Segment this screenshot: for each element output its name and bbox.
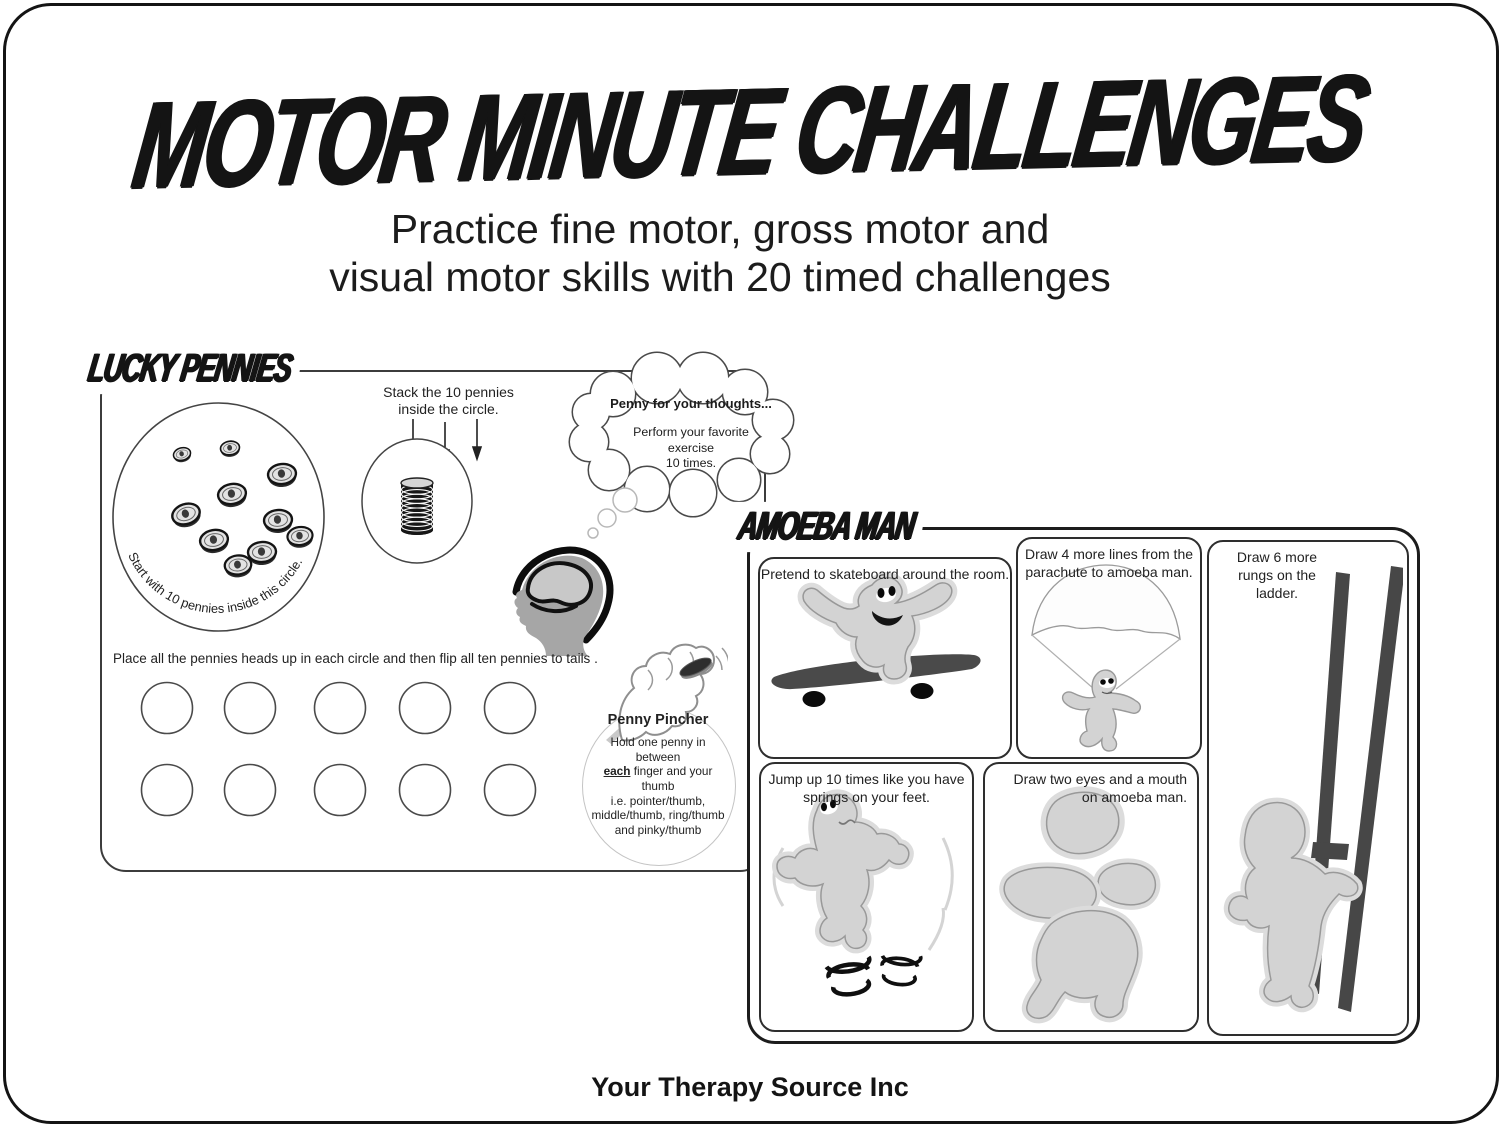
pincher-line-5: and pinky/thumb <box>614 822 702 837</box>
panel-skateboard <box>758 557 1012 759</box>
pincher-line-3: i.e. pointer/thumb, <box>610 793 706 808</box>
spring-left <box>826 957 874 997</box>
face-caption-2: on amoeba man. <box>1081 788 1187 805</box>
pennies-pile-illustration <box>112 402 325 632</box>
lucky-pennies-section-title: LUCKY PENNIES <box>76 344 304 394</box>
subtitle-line-2: visual motor skills with 20 timed challenges <box>329 253 1111 300</box>
thought-bubble-body-1: Perform your favorite exercise <box>633 425 749 455</box>
amoeba-ladder-illustration <box>1209 542 1403 1030</box>
thought-bubble-text <box>610 396 772 472</box>
start-circle-caption: Start with 10 pennies inside this circle. <box>125 549 306 616</box>
thought-trail-circles <box>588 488 637 538</box>
panel-face <box>983 762 1199 1032</box>
pincher-line-2 <box>588 764 728 793</box>
springs-caption-2: springs on your feet. <box>803 788 930 805</box>
parachute-caption-1: Draw 4 more lines from the <box>1024 546 1194 562</box>
spring-right <box>880 952 921 986</box>
penny-circles-grid <box>130 672 550 822</box>
stack-caption-line-1: Stack the 10 pennies <box>383 384 514 400</box>
flip-caption: Place all the pennies heads up in each circle and then flip all ten pennies to tails . <box>113 651 598 666</box>
stack-caption-line-2: inside the circle. <box>398 400 499 417</box>
ladder-caption-1: Draw 6 more <box>1236 549 1318 565</box>
page-title-row <box>0 49 1500 215</box>
parachute-caption-2: parachute to amoeba man. <box>1025 563 1193 580</box>
page-title: MOTOR MINUTE CHALLENGES <box>126 49 1374 215</box>
stack-caption <box>376 384 521 418</box>
pincher-line-2-rest: finger and your thumb <box>630 764 713 793</box>
pincher-line-4: middle/thumb, ring/thumb <box>591 808 725 823</box>
ladder-caption-2: rungs on the <box>1238 566 1316 583</box>
face-caption-1: Draw two eyes and a mouth <box>1013 771 1187 787</box>
springs-caption-1: Jump up 10 times like you have <box>768 771 965 787</box>
page-footer: Your Therapy Source Inc <box>591 1072 909 1102</box>
ladder-caption-3: ladder. <box>1255 584 1299 601</box>
amoeba-man-section-title: AMOEBA MAN <box>726 502 927 552</box>
amoeba-skateboard-illustration <box>760 559 1006 753</box>
thought-bubble-body-2: 10 times. <box>665 456 717 470</box>
penny-stack-illustration <box>360 438 475 566</box>
subtitle-line-1: Practice fine motor, gross motor and <box>390 206 1050 252</box>
penny-pincher-heading: Penny Pincher <box>607 712 709 728</box>
thought-bubble-heading: Penny for your thoughts... <box>610 396 772 411</box>
page-subtitle <box>0 206 1440 302</box>
pincher-line-1: Hold one penny in between <box>610 735 706 764</box>
panel-ladder <box>1207 540 1409 1036</box>
brain-shape <box>528 563 591 605</box>
pincher-each-emphasis: each <box>603 764 631 779</box>
skateboard-caption: Pretend to skateboard around the room. <box>760 566 1010 582</box>
penny-stack <box>401 478 433 535</box>
penny-pincher-text <box>588 710 728 837</box>
panel-springs <box>759 762 974 1032</box>
panel-parachute <box>1016 537 1202 759</box>
